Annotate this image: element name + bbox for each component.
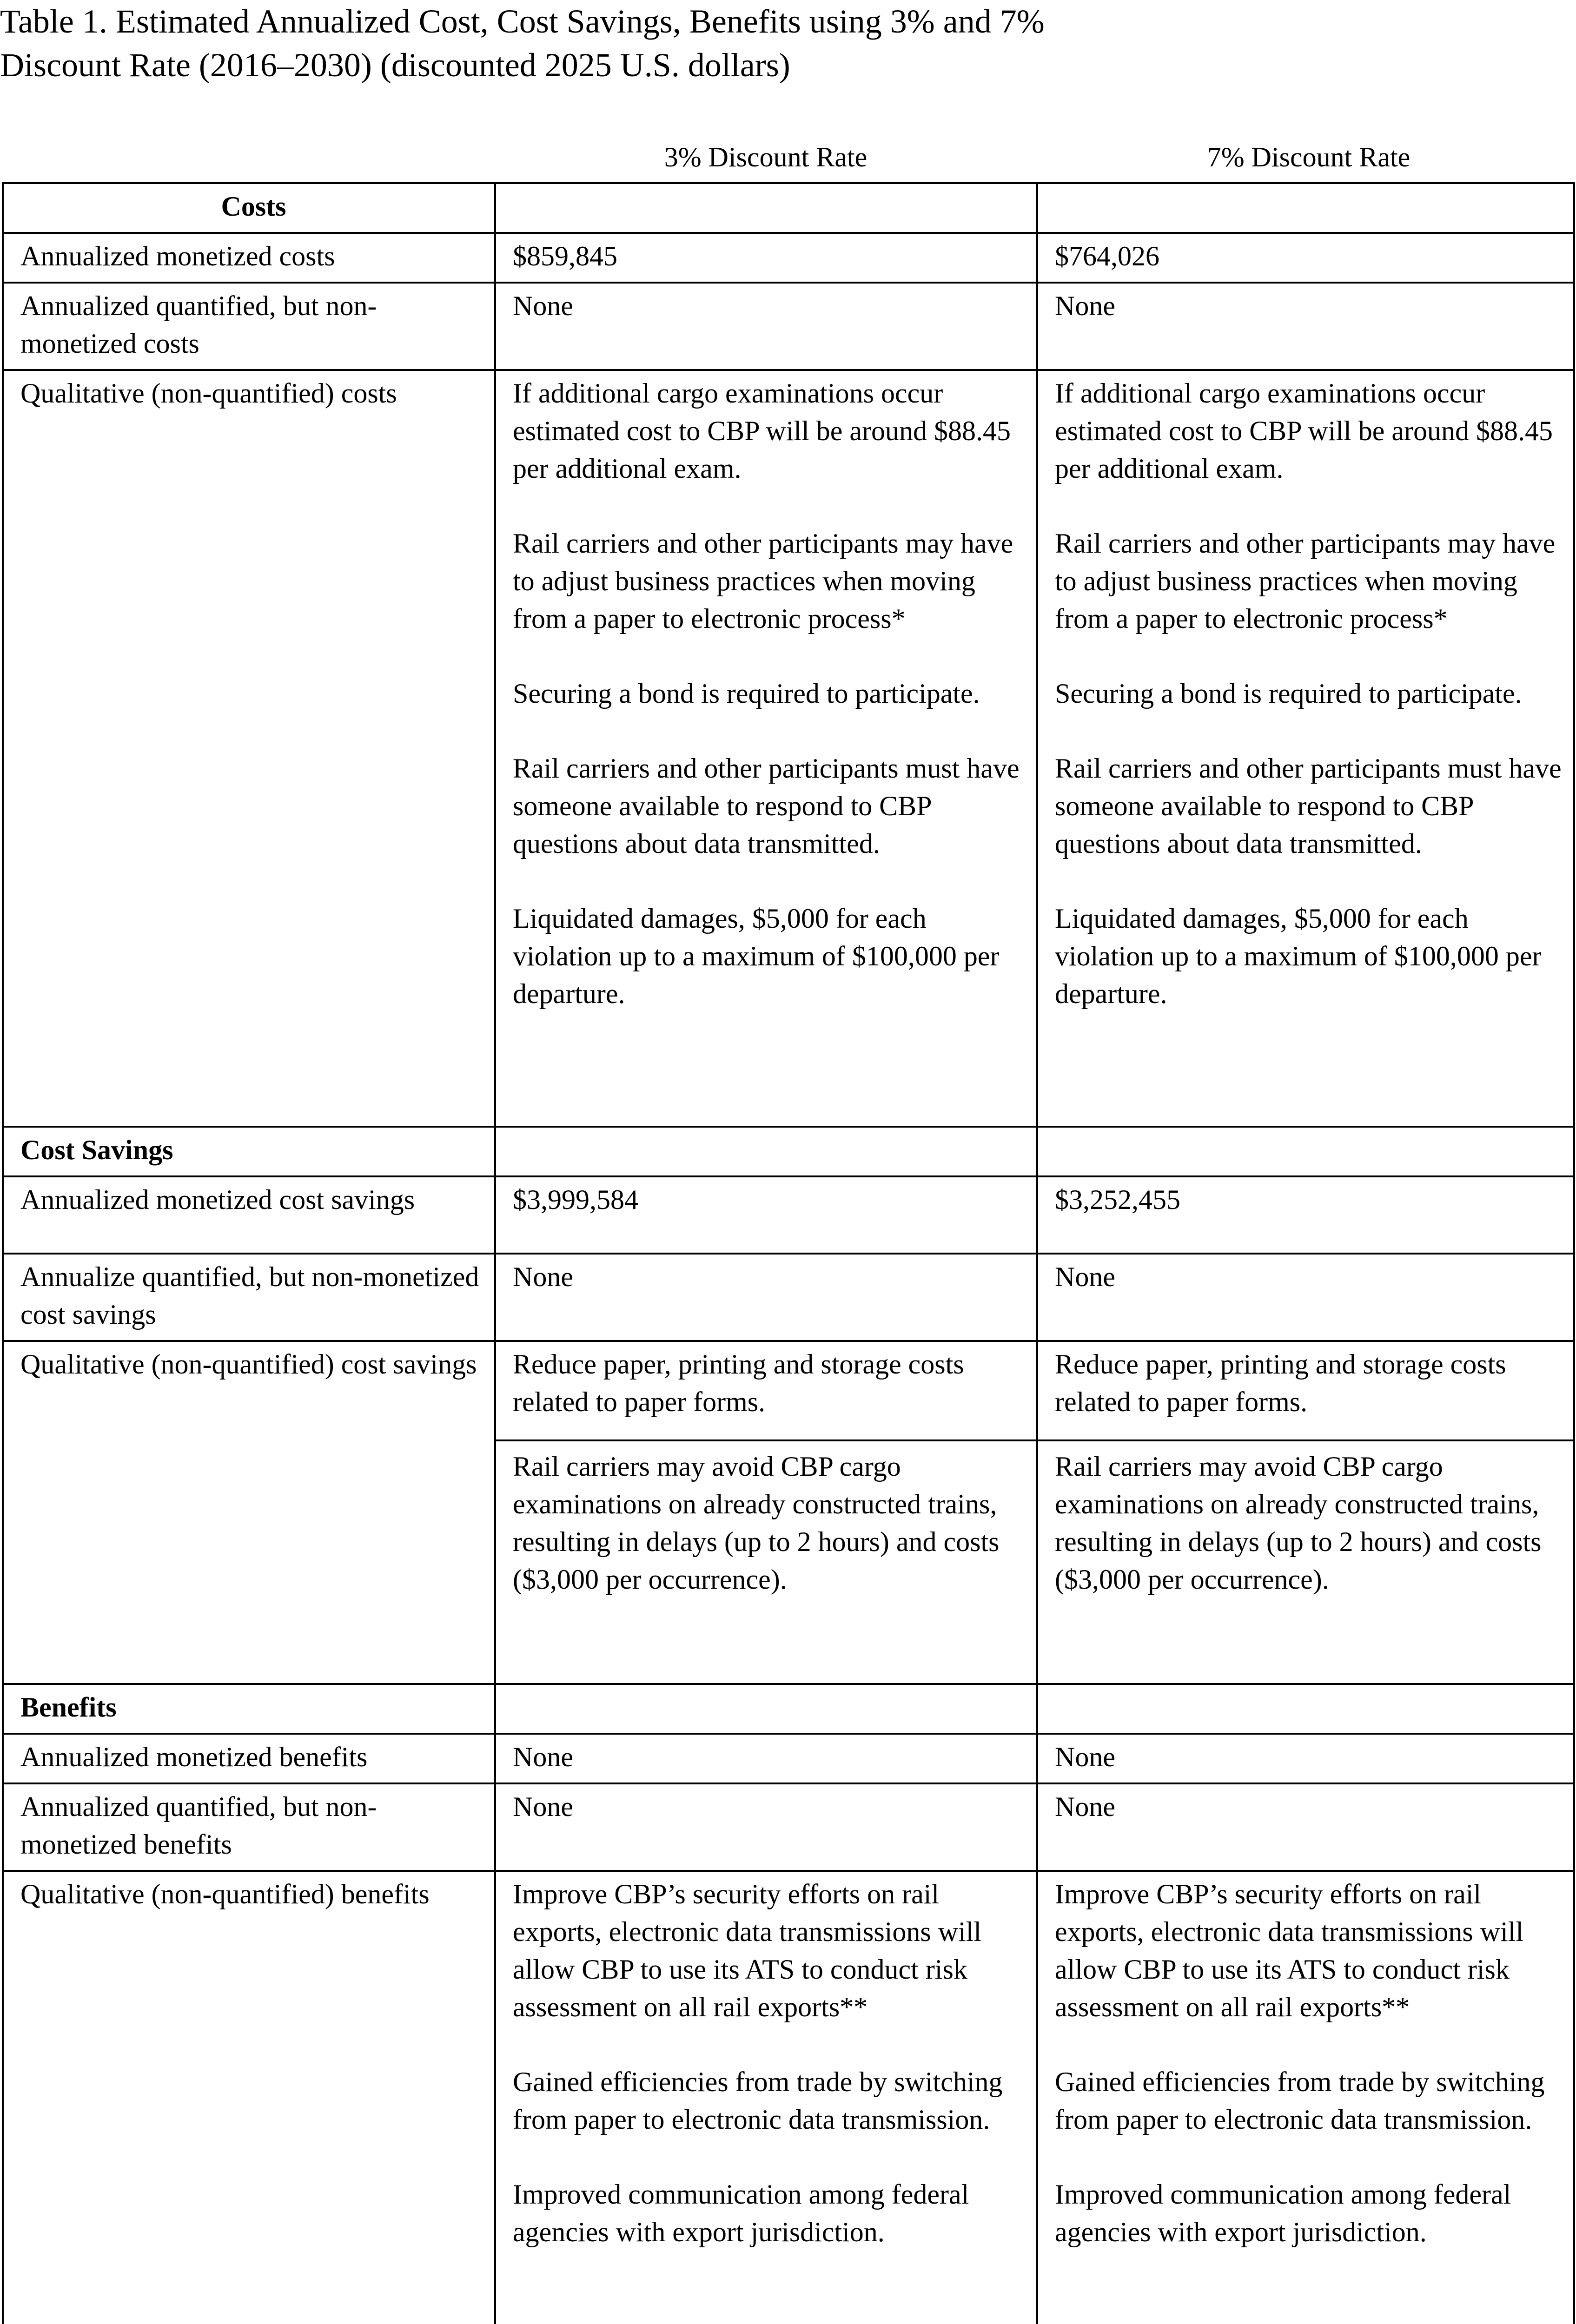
qualitative-cost-item: Rail carriers and other participants may have to adjust business practices when moving from a paper to electronic process*: [513, 528, 1013, 634]
value-cell: [495, 1871, 1037, 2324]
value-cell: None: [1037, 1734, 1574, 1783]
section-heading-costs: Costs: [3, 183, 495, 233]
section-row-cost-savings: [3, 1127, 1574, 1176]
column-header-3-percent: 3% Discount Rate: [664, 142, 867, 172]
qualitative-saving-item: Rail carriers may avoid CBP cargo examinations on already constructed trains, resulting in delays (up to 2 hours) and costs ($3,000 per occurrence).: [513, 1451, 1000, 1595]
table-row: [3, 1783, 1574, 1871]
row-label-qualitative-costs: Qualitative (non-quantified) costs: [3, 370, 495, 1127]
qualitative-cost-item: Rail carriers and other participants must have someone available to respond to CBP questions about data transmitted.: [513, 753, 1020, 859]
section-row-costs: [3, 183, 1574, 233]
table-row: [3, 1176, 1574, 1254]
value-cell: [495, 370, 1037, 1127]
cost-benefit-table: [2, 182, 1575, 2324]
value-cell: None: [495, 283, 1037, 370]
qualitative-saving-item: Reduce paper, printing and storage costs related to paper forms.: [513, 1349, 964, 1417]
row-label-monetized-cost-savings: Annualized monetized cost savings: [3, 1176, 495, 1254]
empty-cell: [495, 1684, 1037, 1734]
table-row: [3, 370, 1574, 1127]
qualitative-benefit-item: Improve CBP’s security efforts on rail exports, electronic data transmissions will allow CBP to use its ATS to conduct risk assessment on all rail exports**: [1055, 1879, 1524, 2022]
qualitative-cost-item: If additional cargo examinations occur estimated cost to CBP will be around $88.45 per additional exam.: [1055, 378, 1553, 484]
section-row-benefits: [3, 1684, 1574, 1734]
qualitative-cost-item: If additional cargo examinations occur estimated cost to CBP will be around $88.45 per additional exam.: [513, 378, 1011, 484]
value-cell: None: [1037, 283, 1574, 370]
table-row: [3, 283, 1574, 370]
table-row: [3, 1341, 1574, 1684]
qualitative-saving-item: Rail carriers may avoid CBP cargo examinations on already constructed trains, resulting in delays (up to 2 hours) and costs ($3,000 per occurrence).: [1055, 1451, 1542, 1595]
section-heading-benefits: Benefits: [3, 1684, 495, 1734]
value-cell: $3,999,584: [495, 1176, 1037, 1254]
value-cell: None: [1037, 1254, 1574, 1341]
section-heading-cost-savings: Cost Savings: [3, 1127, 495, 1176]
qualitative-saving-item: Reduce paper, printing and storage costs related to paper forms.: [1055, 1349, 1506, 1417]
qualitative-benefit-item: Gained efficiencies from trade by switching from paper to electronic data transmission.: [513, 2067, 1003, 2135]
row-label-monetized-costs: Annualized monetized costs: [3, 233, 495, 283]
value-cell: [1037, 1871, 1574, 2324]
value-cell: None: [495, 1254, 1037, 1341]
qualitative-cost-item: Securing a bond is required to participate.: [513, 678, 980, 709]
row-label-qualitative-cost-savings: Qualitative (non-quantified) cost savings: [3, 1341, 495, 1684]
qualitative-benefit-item: Gained efficiencies from trade by switching from paper to electronic data transmission.: [1055, 2067, 1545, 2135]
qualitative-cost-item: Liquidated damages, $5,000 for each violation up to a maximum of $100,000 per departure.: [513, 903, 1000, 1009]
row-label-qualitative-benefits: Qualitative (non-quantified) benefits: [3, 1871, 495, 2324]
value-cell: [495, 1341, 1037, 1684]
table-row: [3, 1254, 1574, 1341]
qualitative-cost-item: Rail carriers and other participants must have someone available to respond to CBP questions about data transmitted.: [1055, 753, 1562, 859]
empty-cell: [495, 183, 1037, 233]
table-title: Table 1. Estimated Annualized Cost, Cost Savings, Benefits using 3% and 7% Discount Rate (2016–2030) (discounted 2025 U.S. dollars): [0, 3, 1045, 84]
qualitative-benefit-item: Improve CBP’s security efforts on rail exports, electronic data transmissions will allow CBP to use its ATS to conduct risk assessment on all rail exports**: [513, 1879, 982, 2022]
empty-cell: [495, 1127, 1037, 1176]
qualitative-cost-item: Liquidated damages, $5,000 for each violation up to a maximum of $100,000 per departure.: [1055, 903, 1542, 1009]
value-cell: None: [495, 1783, 1037, 1871]
table-row: [3, 233, 1574, 283]
value-cell: $764,026: [1037, 233, 1574, 283]
empty-cell: [1037, 1127, 1574, 1176]
qualitative-benefit-item: Improved communication among federal agencies with export jurisdiction.: [1055, 2179, 1511, 2247]
qualitative-cost-item: Securing a bond is required to participate.: [1055, 678, 1522, 709]
value-cell: $859,845: [495, 233, 1037, 283]
value-cell: [1037, 370, 1574, 1127]
qualitative-cost-item: Rail carriers and other participants may have to adjust business practices when moving from a paper to electronic process*: [1055, 528, 1556, 634]
value-cell: None: [1037, 1783, 1574, 1871]
column-header-7-percent: 7% Discount Rate: [1207, 142, 1410, 172]
row-label-quantified-cost-savings: Annualize quantified, but non-monetized cost savings: [3, 1254, 495, 1341]
value-cell: $3,252,455: [1037, 1176, 1574, 1254]
value-cell: None: [495, 1734, 1037, 1783]
table-row: [3, 1871, 1574, 2324]
qualitative-benefit-item: Improved communication among federal agencies with export jurisdiction.: [513, 2179, 969, 2247]
row-label-quantified-benefits: Annualized quantified, but non-monetized benefits: [3, 1783, 495, 1871]
row-label-monetized-benefits: Annualized monetized benefits: [3, 1734, 495, 1783]
empty-cell: [1037, 1684, 1574, 1734]
table-row: [3, 1734, 1574, 1783]
row-label-quantified-costs: Annualized quantified, but non-monetized costs: [3, 283, 495, 370]
empty-cell: [1037, 183, 1574, 233]
value-cell: [1037, 1341, 1574, 1684]
